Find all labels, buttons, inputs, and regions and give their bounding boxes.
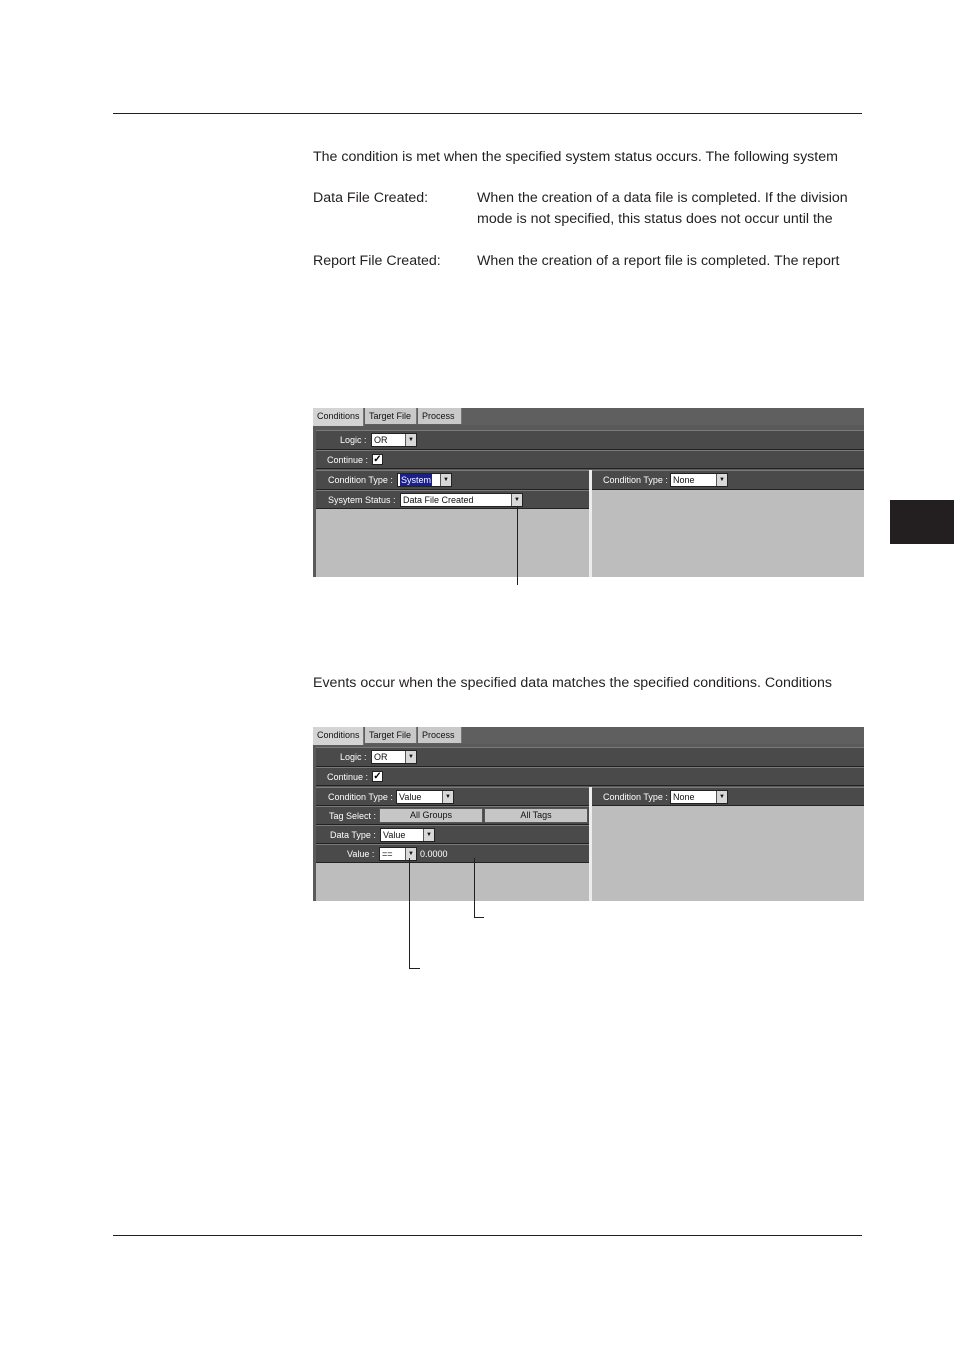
checkmark-icon: ✓ [373, 454, 382, 465]
system-status-dropdown[interactable] [400, 493, 523, 507]
operator-value: == [382, 849, 393, 859]
system-intro-text: The condition is met when the specified system status occurs. The following system [313, 149, 838, 165]
value-label: Value : [347, 849, 375, 859]
logic-label: Logic : [340, 435, 367, 445]
system-status-value: Data File Created [403, 495, 474, 505]
continue-label: Continue : [327, 455, 369, 465]
right-condition-type-value: None [673, 475, 695, 485]
right-condition-type-label: Condition Type : [603, 475, 668, 485]
value-intro-text: Events occur when the specified data matches the specified conditions. Conditions [313, 675, 832, 691]
dropdown-arrow-icon[interactable]: ▼ [716, 474, 727, 486]
continue-row [316, 767, 864, 786]
all-tags-button[interactable]: All Tags [484, 808, 588, 823]
continue-checkbox[interactable] [372, 454, 383, 465]
chapter-thumb-tab [890, 500, 954, 544]
condition-type-row [316, 787, 589, 806]
left-condition-pane [316, 787, 589, 901]
tab-conditions[interactable]: Conditions [313, 408, 364, 426]
condition-type-value: System [401, 475, 432, 485]
condition-type-row [316, 470, 589, 490]
logic-row [316, 747, 864, 767]
dropdown-arrow-icon[interactable]: ▼ [716, 791, 727, 803]
dropdown-arrow-icon[interactable]: ▼ [511, 494, 522, 506]
operator-dropdown[interactable] [379, 847, 417, 861]
dropdown-arrow-icon[interactable]: ▼ [405, 848, 416, 860]
system-status-row [316, 490, 589, 509]
dropdown-arrow-icon[interactable]: ▼ [442, 791, 453, 803]
checkmark-icon: ✓ [373, 771, 382, 782]
tab-process[interactable]: Process [418, 727, 462, 743]
tab-target-file[interactable]: Target File [365, 408, 417, 424]
data-type-label: Data Type : [330, 830, 376, 840]
tab-bar [313, 408, 864, 425]
dropdown-arrow-icon[interactable]: ▼ [423, 829, 434, 841]
right-condition-type-dropdown[interactable] [670, 473, 728, 487]
def-desc-data-file-line2: mode is not specified, this status does not occur until the [477, 211, 833, 227]
callout-line-operator-vertical [409, 858, 410, 969]
callout-line-value-horizontal [474, 917, 484, 918]
logic-dropdown[interactable] [371, 433, 417, 447]
tab-bar [313, 727, 864, 744]
logic-value: OR [374, 752, 388, 762]
value-row [316, 844, 589, 863]
condition-type-label: Condition Type : [328, 792, 393, 802]
data-type-dropdown[interactable] [380, 828, 435, 842]
callout-line-value-vertical [474, 858, 475, 918]
conditions-dialog-system [313, 408, 864, 577]
def-term-data-file: Data File Created: [313, 190, 429, 206]
callout-line-operator-horizontal [409, 968, 420, 969]
dropdown-arrow-icon[interactable]: ▼ [405, 434, 416, 446]
right-condition-pane [592, 787, 864, 901]
def-desc-report-file-line1: When the creation of a report file is completed. The report [477, 253, 840, 269]
tab-target-file[interactable]: Target File [365, 727, 417, 743]
continue-row [316, 450, 864, 469]
logic-dropdown[interactable] [371, 750, 417, 764]
right-condition-type-row [592, 787, 864, 806]
condition-type-dropdown[interactable] [396, 790, 454, 804]
left-condition-pane [316, 470, 589, 577]
logic-label: Logic : [340, 752, 367, 762]
tag-select-row [316, 806, 589, 825]
tab-process[interactable]: Process [418, 408, 462, 424]
continue-checkbox[interactable] [372, 771, 383, 782]
def-desc-data-file-line1: When the creation of a data file is completed. If the division [477, 190, 848, 206]
logic-row [316, 430, 864, 450]
continue-label: Continue : [327, 772, 369, 782]
dropdown-arrow-icon[interactable]: ▼ [440, 474, 451, 486]
right-condition-type-row [592, 470, 864, 490]
data-type-value: Value [383, 830, 406, 840]
data-type-row [316, 825, 589, 844]
dropdown-arrow-icon[interactable]: ▼ [405, 751, 416, 763]
condition-type-dropdown[interactable] [397, 473, 452, 487]
value-number-field[interactable]: 0.0000 [420, 849, 448, 859]
all-groups-button[interactable]: All Groups [379, 808, 483, 823]
def-term-report-file: Report File Created: [313, 253, 441, 269]
condition-type-label: Condition Type : [328, 475, 393, 485]
right-condition-type-dropdown[interactable] [670, 790, 728, 804]
tag-select-label: Tag Select : [329, 811, 377, 821]
header-rule [113, 113, 862, 114]
condition-type-value: Value [399, 792, 422, 802]
system-status-label: Sysytem Status : [328, 495, 396, 505]
right-condition-pane [592, 470, 864, 577]
conditions-dialog-value [313, 727, 864, 901]
right-condition-type-value: None [673, 792, 695, 802]
tab-conditions[interactable]: Conditions [313, 727, 364, 745]
logic-value: OR [374, 435, 388, 445]
footer-rule [113, 1235, 862, 1236]
callout-line-system-status [517, 506, 518, 585]
right-condition-type-label: Condition Type : [603, 792, 668, 802]
